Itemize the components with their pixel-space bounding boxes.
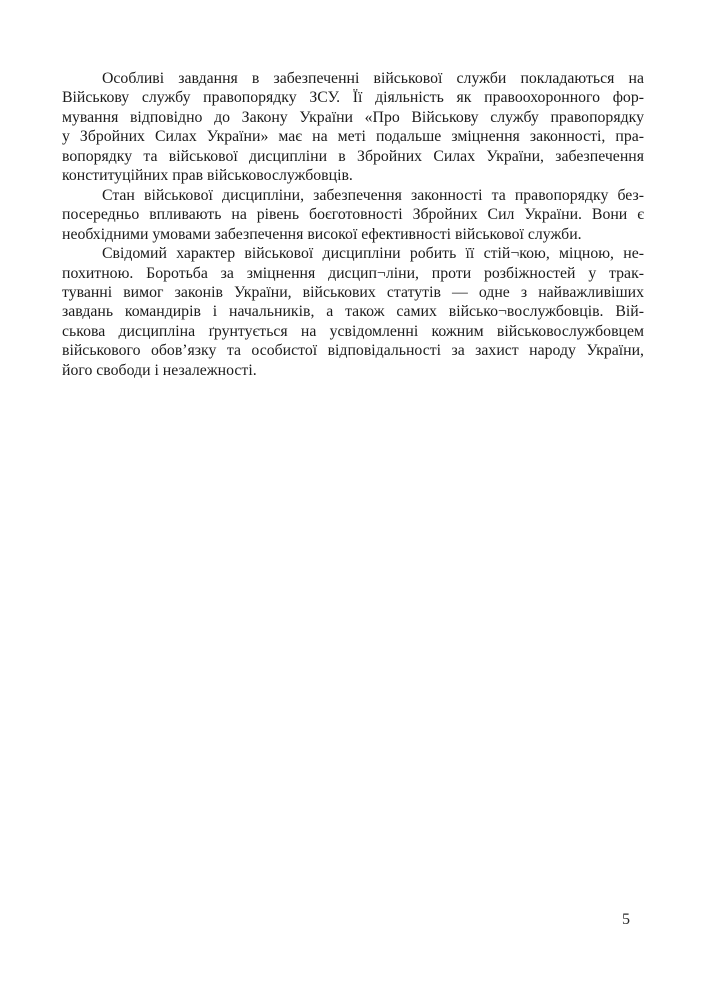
text-line: ськова дисципліна ґрунтується на усвідомленні кожним військовослужбовцем: [62, 322, 644, 340]
text-line: Свідомий характер військової дисципліни робить її стій¬кою, міцною, не-: [102, 245, 644, 263]
text-line: посередньо впливають на рівень боєготовності Збройних Сил України. Вони є: [62, 206, 644, 224]
text-line: Особливі завдання в забезпеченні військової служби покладаються на: [102, 70, 644, 87]
body-text: [62, 69, 644, 380]
text-line: туванні вимог законів України, військових статутів — одне з найважливіших: [62, 283, 644, 301]
text-line: його свободи і незалежності.: [62, 361, 257, 379]
text-line: військового обов’язку та особистої відповідальності за захист народу України,: [62, 342, 644, 360]
text-line: Військову службу правопорядку ЗСУ. Її діяльність як правоохоронного фор-: [62, 89, 644, 107]
text-line: завдань командирів і начальників, а також самих військо¬вослужбовців. Вій-: [62, 303, 644, 321]
page-number: 5: [622, 911, 630, 928]
text-line: необхідними умовами забезпечення високої ефективності військової служби.: [62, 225, 582, 243]
text-line: конституційних прав військовослужбовців.: [62, 167, 353, 185]
text-line: вопорядку та військової дисципліни в Збройних Силах України, забезпечення: [62, 147, 644, 165]
text-line: мування відповідно до Закону України «Про Військову службу правопорядку: [62, 108, 644, 126]
text-line: Стан військової дисципліни, забезпечення законності та правопорядку без-: [102, 186, 644, 204]
text-line: у Збройних Силах України» має на меті подальше зміцнення законності, пра-: [62, 128, 644, 146]
text-line: похитною. Боротьба за зміцнення дисцип¬ліни, проти розбіжностей у трак-: [62, 264, 644, 282]
